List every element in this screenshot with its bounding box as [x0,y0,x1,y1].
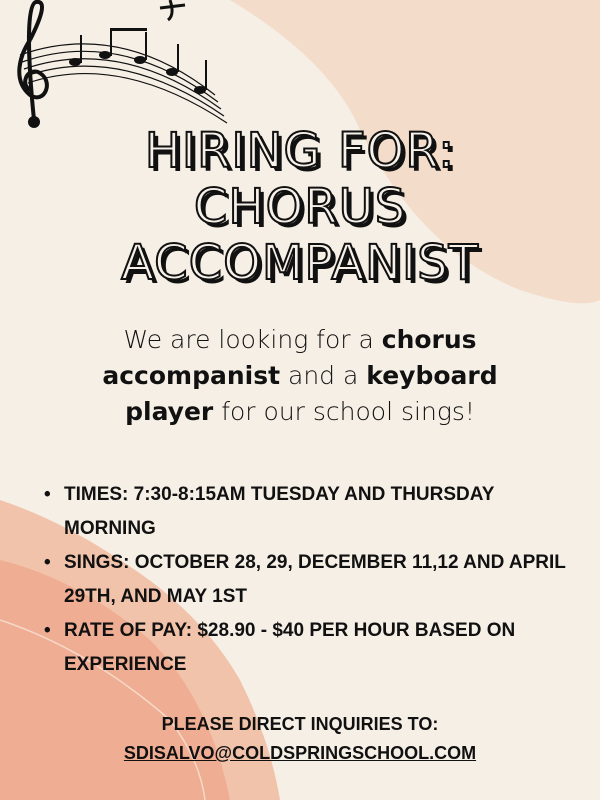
list-item-sings: • SINGS: OCTOBER 28, 29, DECEMBER 11,12 AND APRIL 29TH, AND MAY 1ST [44,546,589,614]
contact-email-link[interactable]: SDISALVO@COLDSPRINGSCHOOL.COM [123,743,477,763]
intro-text-2: and a [280,361,367,390]
list-item-times: • TIMES: 7:30-8:15AM TUESDAY AND THURSDAY MORNING [44,478,589,546]
details-list [44,478,589,682]
list-item-rate: • RATE OF PAY: $28.90 - $40 PER HOUR BASED ON EXPERIENCE [44,614,589,682]
title-line-2: CHORUS [193,179,407,235]
intro-bold-2: keyboard player [125,361,498,426]
contact-heading: PLEASE DIRECT INQUIRIES TO: [161,714,439,734]
intro-text-3: for our school sings! [213,397,475,426]
intro-text-1: We are looking for a [123,325,382,354]
title-line-1: HIRING FOR: [144,123,456,179]
title-line-3: ACCOMPANIST [121,235,479,291]
intro-text [60,322,540,430]
intro-bold-1: chorus accompanist [102,325,477,390]
